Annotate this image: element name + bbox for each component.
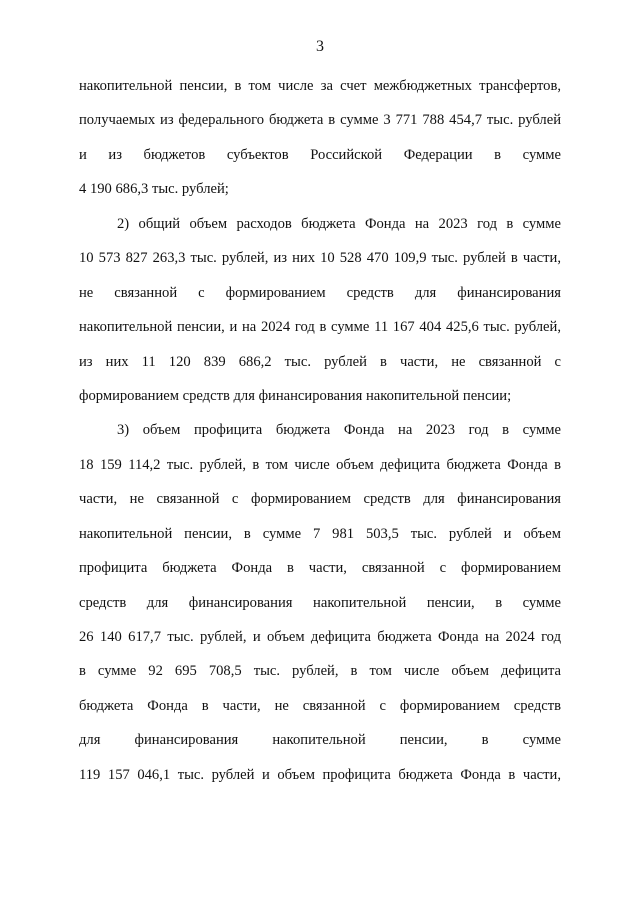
text-line: 26 140 617,7 тыс. рублей, и объем дефицита бюджета Фонда на 2024 год: [79, 629, 561, 645]
text-line: 4 190 686,3 тыс. рублей;: [79, 181, 229, 198]
text-line: формированием средств для финансирования накопительной пенсии;: [79, 387, 512, 404]
text-line: из них 11 120 839 686,2 тыс. рублей в части, не связанной с: [79, 353, 561, 370]
text-line: и из бюджетов субъектов Российской Федерации в сумме: [79, 146, 561, 163]
text-line: 3) объем профицита бюджета Фонда на 2023 год в сумме: [117, 422, 561, 439]
text-line: бюджета Фонда в части, не связанной с формированием средств: [79, 697, 561, 714]
text-line: накопительной пенсии, в сумме 7 981 503,5 тыс. рублей и объем: [79, 525, 561, 542]
text-line: профицита бюджета Фонда в части, связанной с формированием: [79, 560, 561, 577]
page-number: 3: [316, 38, 324, 55]
text-line: накопительной пенсии, и на 2024 год в сумме 11 167 404 425,6 тыс. рублей,: [79, 319, 561, 336]
text-line: части, не связанной с формированием средств для финансирования: [79, 491, 561, 508]
text-line: 10 573 827 263,3 тыс. рублей, из них 10 528 470 109,9 тыс. рублей в части,: [79, 250, 561, 267]
text-line: не связанной с формированием средств для финансирования: [79, 284, 561, 301]
text-line: для финансирования накопительной пенсии, в сумме: [79, 732, 561, 749]
text-line: 2) общий объем расходов бюджета Фонда на 2023 год в сумме: [117, 215, 561, 232]
text-line: 119 157 046,1 тыс. рублей и объем профицита бюджета Фонда в части,: [79, 766, 561, 783]
text-line: средств для финансирования накопительной пенсии, в сумме: [79, 594, 561, 611]
text-line: накопительной пенсии, в том числе за счет межбюджетных трансфертов,: [79, 78, 561, 94]
text-line: в сумме 92 695 708,5 тыс. рублей, в том числе объем дефицита: [79, 663, 561, 680]
document-body: [79, 69, 561, 792]
text-line: 18 159 114,2 тыс. рублей, в том числе объем дефицита бюджета Фонда в: [79, 456, 561, 473]
text-line: получаемых из федерального бюджета в сумме 3 771 788 454,7 тыс. рублей: [79, 112, 561, 129]
